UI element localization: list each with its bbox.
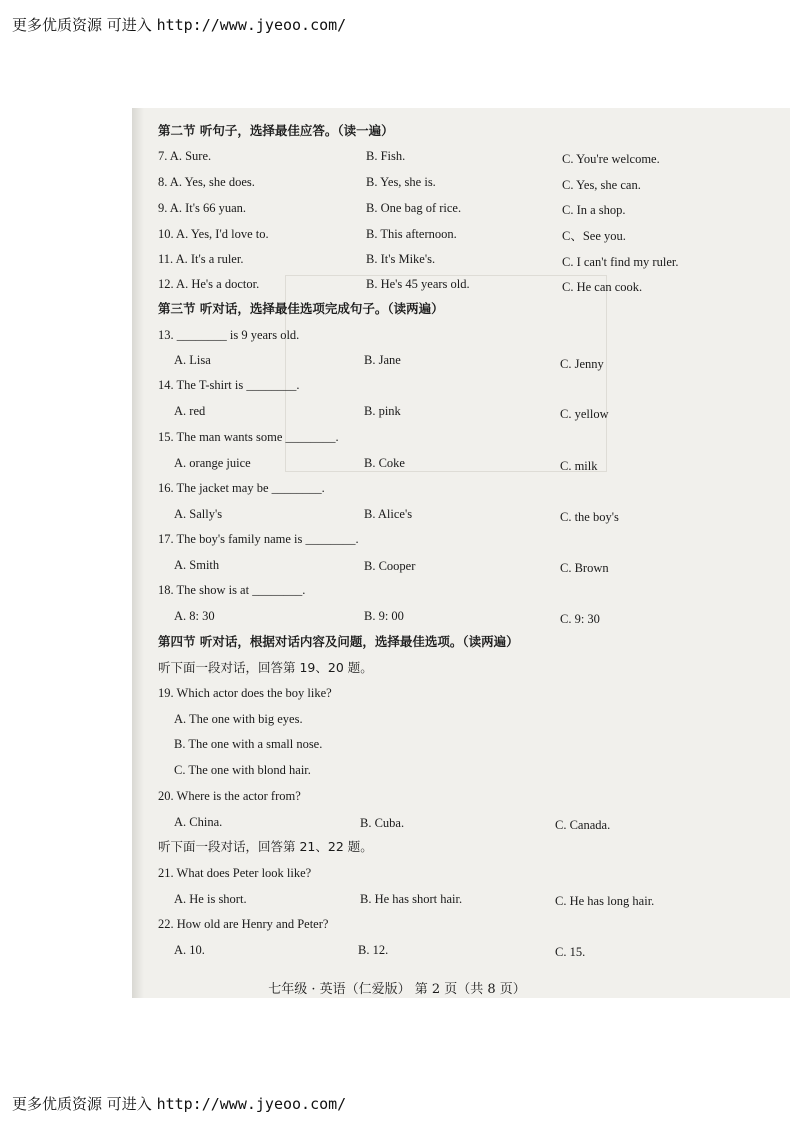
question-15-stem: 15. The man wants some ________.	[158, 430, 339, 444]
option-b: B. One bag of rice.	[366, 201, 462, 215]
question-22-stem: 22. How old are Henry and Peter?	[158, 917, 329, 931]
question-stem: 11. A. It's a ruler.	[158, 252, 244, 266]
option-b: B. Cuba.	[360, 816, 405, 830]
question-stem: 9. A. It's 66 yuan.	[158, 201, 247, 215]
question-17-stem: 17. The boy's family name is ________.	[158, 532, 359, 546]
option-c: C. 9: 30	[560, 612, 600, 626]
question-stem: 12. A. He's a doctor.	[158, 277, 260, 291]
question-21-stem: 21. What does Peter look like?	[158, 866, 312, 880]
option-c: C. yellow	[560, 407, 609, 421]
option-b: B. He has short hair.	[360, 892, 463, 906]
banner-text: 更多优质资源 可进入	[12, 1095, 152, 1113]
option-a: A. Smith	[174, 558, 220, 572]
option-a: A. orange juice	[174, 456, 251, 470]
question-13-stem: 13. ________ is 9 years old.	[158, 328, 300, 342]
question-stem: 7. A. Sure.	[158, 149, 212, 163]
option-c: C. Brown	[560, 561, 609, 575]
question-stem: 10. A. Yes, I'd love to.	[158, 227, 269, 241]
instruction-19-20: 听下面一段对话，回答第 19、20 题。	[158, 660, 373, 675]
section-2-heading: 第二节 听句子，选择最佳应答。（读一遍）	[158, 123, 394, 138]
option-c: C. He can cook.	[562, 280, 643, 294]
question-19-option-c: C. The one with blond hair.	[174, 763, 311, 777]
question-19-option-b: B. The one with a small nose.	[174, 737, 323, 751]
option-b: B. Fish.	[366, 149, 406, 163]
option-a: A. Sally's	[174, 507, 223, 521]
option-b: B. It's Mike's.	[366, 252, 436, 266]
option-c: C. You're welcome.	[562, 152, 660, 166]
option-c: C. In a shop.	[562, 203, 626, 217]
option-b: B. 12.	[358, 943, 389, 957]
option-b: B. Yes, she is.	[366, 175, 436, 189]
question-19-stem: 19. Which actor does the boy like?	[158, 686, 332, 700]
option-c: C. 15.	[555, 945, 586, 959]
bottom-banner	[12, 1093, 346, 1114]
section-3-heading: 第三节 听对话，选择最佳选项完成句子。（读两遍）	[158, 301, 444, 316]
banner-link[interactable]: http://www.jyeoo.com/	[156, 1095, 347, 1113]
option-a: A. China.	[174, 815, 223, 829]
banner-link[interactable]: http://www.jyeoo.com/	[156, 16, 347, 34]
option-a: A. Lisa	[174, 353, 211, 367]
option-b: B. Alice's	[364, 507, 413, 521]
option-a: A. He is short.	[174, 892, 247, 906]
option-a: A. 8: 30	[174, 609, 215, 623]
page-footer: 七年级 · 英语（仁爱版） 第 2 页（共 8 页）	[268, 982, 526, 997]
question-19-option-a: A. The one with big eyes.	[174, 712, 303, 726]
option-c: C. Yes, she can.	[562, 178, 641, 192]
option-c: C. Jenny	[560, 357, 604, 371]
banner-text: 更多优质资源 可进入	[12, 16, 152, 34]
option-b: B. Cooper	[364, 559, 416, 573]
question-20-stem: 20. Where is the actor from?	[158, 789, 301, 803]
option-b: B. This afternoon.	[366, 227, 457, 241]
question-16-stem: 16. The jacket may be ________.	[158, 481, 325, 495]
option-a: A. 10.	[174, 943, 205, 957]
instruction-21-22: 听下面一段对话，回答第 21、22 题。	[158, 839, 373, 854]
question-stem: 8. A. Yes, she does.	[158, 175, 255, 189]
option-c: C. I can't find my ruler.	[562, 255, 679, 269]
question-18-stem: 18. The show is at ________.	[158, 583, 306, 597]
option-c: C. Canada.	[555, 818, 611, 832]
option-b: B. Coke	[364, 456, 405, 470]
option-c: C. the boy's	[560, 510, 619, 524]
question-14-stem: 14. The T-shirt is ________.	[158, 378, 300, 392]
option-b: B. pink	[364, 404, 401, 418]
top-banner	[12, 14, 346, 35]
option-a: A. red	[174, 404, 206, 418]
section-4-heading: 第四节 听对话，根据对话内容及问题，选择最佳选项。（读两遍）	[158, 634, 519, 649]
scan-shadow	[132, 108, 144, 998]
option-b: B. Jane	[364, 353, 401, 367]
option-c: C. He has long hair.	[555, 894, 655, 908]
option-c: C、See you.	[562, 229, 626, 243]
option-c: C. milk	[560, 459, 598, 473]
option-b: B. 9: 00	[364, 609, 404, 623]
option-b: B. He's 45 years old.	[366, 277, 470, 291]
